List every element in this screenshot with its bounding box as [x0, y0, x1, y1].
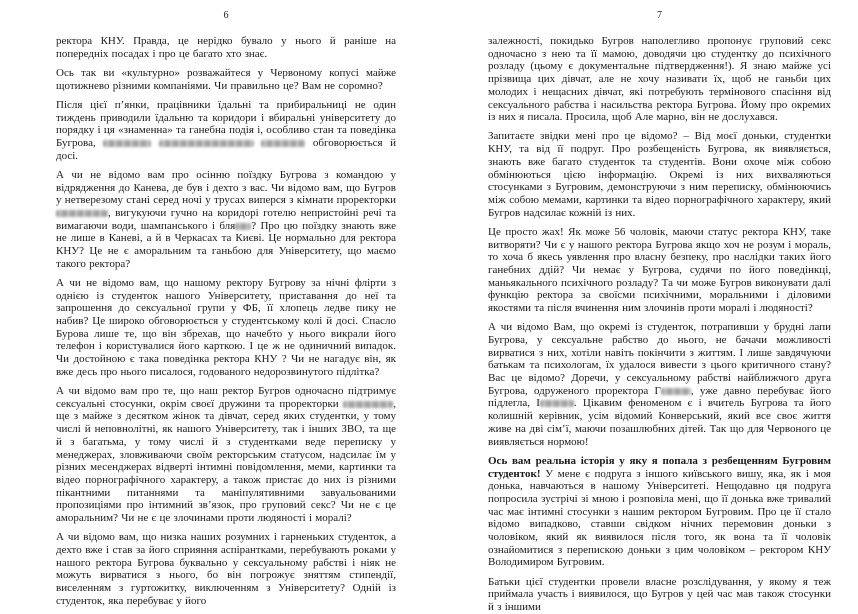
- paragraph: [56, 99, 396, 163]
- paragraph: [56, 385, 396, 525]
- text-run: залежності, покидько Бугров наполегливо пропонує груповий секс одночасно з нею та її мамою, доводячи цю студентку до психічного розладу (цьому є документальне підтвердження!). Я знаю майже усі прізвища цих дівчат, але не хочу називати їх, щоб не ганьби цих молодих і нещасних дівчат, які потребують термінового спасіння від сексуального рабства і насильства ректора Бугрова. Йому про окремих із них я писала. Просила, щоб Але марно, він не дослухався.: [488, 35, 831, 124]
- paragraph: [488, 226, 831, 315]
- page-7: [429, 0, 858, 614]
- text-run: А чи відомо вам про те, що наш ректор Бугров одночасно підтримує сексуальні стосунки, окрім своєї дружини та проректорки: [56, 385, 396, 410]
- text-run: А чи відомо вам, що низка наших розумних і гарненьких студенток, а дехто вже і став за його сприяння аспірантками, перебувають роками у нашого ректора Бугрова буквально у сексуальному рабстві і ніяк не можуть вирватися з нього, бо він погрожує зняттям стипендії, виселенням з гуртожитку, виключенням з Університету? Одній із студенток, яка перебуває у його: [56, 531, 396, 607]
- page-number: 7: [657, 10, 662, 21]
- redacted-name: [103, 140, 151, 147]
- paragraph: [56, 169, 396, 271]
- paragraph: [56, 531, 396, 607]
- text-run: , вигукуючи гучно на коридорі готелю непристойні речі та вимагаючи води, шампанського і бля: [56, 206, 396, 232]
- text-run: Після цієї п’янки, працівники їдальні та прибиральниці не один тиждень приводили їдальню та коридори і вбиральні університету до порядку і ця «знаменна» та ганебна подія і, особливо стан та поведінка Бугрова,: [56, 98, 396, 149]
- text-run: [151, 137, 159, 149]
- text-run: ? Про цю поїздку знають вже не лише в Каневі, а й в Черкасах та Києві. Це нормально для ректора КНУ? Це не є аморальним та ганьбою для Університету, що маємо такого ректора?: [56, 219, 396, 270]
- redacted-name: [343, 401, 393, 408]
- redacted-name: [235, 223, 251, 230]
- paragraph: [488, 455, 831, 569]
- text-run: У мене є подруга з іншого київського вишу, яка, як і моя донька, навчаються в нашому Університеті. Нещодавно ця подруга попросила зустрічі зі мною і розповіла мені, що її донька вже тривалий час має інтимні стосунки з нашим ректором Бугровим. Про це її стало відомо випадково, ставши свідком нічних перемовин доньки з чоловіком, який як виявилося після того, як вона та її чоловік ознайомитися з перепискою доньки з цим чоловіком – ректором КНУ Володимиром Бугровим.: [488, 467, 831, 569]
- text-run: Батьки цієї студентки провели власне розслідування, у якому я теж приймала участь і виявилося, що Бугров у цей час мав також стосунки й з іншими: [488, 575, 831, 614]
- redacted-name: [261, 140, 305, 147]
- paragraph: [56, 35, 396, 60]
- redacted-name: [159, 140, 254, 147]
- text-run: Ось так ви «культурно» розважайтеся у Червоному копусі майже щотижнево різними компаніями. Чи правильно це? Вам не соромно?: [56, 66, 396, 92]
- paragraph: [56, 67, 396, 92]
- redacted-name: [540, 400, 574, 407]
- page-body: [488, 35, 831, 614]
- text-run: Ось вам реальна історія у яку я попала з резбещенням Бугровим студенток!: [488, 454, 831, 480]
- redacted-name: [56, 210, 108, 217]
- paragraph: [488, 130, 831, 219]
- paragraph: [488, 321, 831, 448]
- text-run: А чи відомо Вам, що окремі із студенток, потрапивши у брудні лапи Бугрова, у сексуальне рабство до нього, не бачачи можливості вирватися з них, хотіли навіть покінчити з життям. І лише завдячуючи батькам та психологам, їх удалося вивести з цього критичного стану? Вас це відомо? Доречи, у сексуальному рабстві найближчого друга Бугрова, одруженого проректора Г: [488, 321, 831, 397]
- text-run: обговорюється й досі.: [56, 136, 397, 162]
- paragraph: [488, 576, 831, 614]
- text-run: , уже давно перебуває його підлегла, І: [488, 384, 831, 410]
- text-run: Запитаєте звідки мені про це відомо? – Від моєї доньки, студентки КНУ, та від її подруг. Про розбещеність Бугрова, як виявляється, знають вже багато студенток та студентів. Вони охоче між собою обмінюються цією інформацію. Окремі із них вихваляються стосунками з Бугровим, демонструючи з ним переписку, обмінюючись між собою мемами, картинки та відео порнографічного характеру, який Бугров надсилає кожній із них.: [488, 130, 831, 219]
- paragraph: [56, 277, 396, 379]
- page-6: [0, 0, 429, 607]
- text-run: А чи не відомо вам, що нашому ректору Бугрову за нічні флірти з однією із студенток нашого Університету, приставання до неї та запрошення до сексуальної групи у ФБ, її хлопець ледве пику не набив? Це широко обговорюється у студентському колі й досі. Спасло Бурова лише те, що він збрехав, що начебто у нього викрали його телефон і користувалися його карткою. І це ж не одиничний випадок. Чи достойною є така поведінка ректора КНУ ? Чи не нагадує він, як вже десь про нього писалося, годованого недорозвинутого підлітка?: [56, 276, 396, 378]
- text-run: , ще з майже з десятком жінок та дівчат, серед яких студентки, у тому числі й неповнолітні, як нашого Університету, так і інших ЗВО, та ще й з багатьма, у тому числі й з студентками веде переписку у менеджерах, зловживаючи своїм ректорським статусом, надсилає їм у різних месенджерах відверті інтимні повідомлення, меми, картинки та відео порнографічного характеру, а також пристає до них із різними пікантними питаннями та маніпулятивними завуальованими пропозиціями про інтимний зв’язок, про груповий секс? Чи не є це аморальним? Чи не є це злочинами проти людяності і моралі?: [56, 397, 396, 525]
- text-run: Це просто жах! Як може 56 чоловік, маючи статус ректора КНУ, таке витворяти? Чи є у нашого ректора Бугрова якщо хоч не розум і мораль, то хоча б якесь уявлення про власну безпеку, про наслідки таких його ганебних ддій? Чи немає у Бугрова, судячи по його поведінкці, маньякального психічного розладу? Та чи може Бугров виконувати далі функцію ректора за своїсми психічними, моральними і діловими якостями та після вчинення ним злочинів проти моралі і людяності?: [488, 225, 831, 315]
- page-number: 6: [223, 10, 229, 21]
- page-body: [56, 35, 396, 608]
- text-run: ректора КНУ. Правда, це нерідко бувало у нього й раніше на попередніх посадах і про це багато хто знає.: [56, 35, 396, 60]
- text-run: . Цікавим феноменом є і вчитель Бугрова та його колишній керівник, усім відомий Конверський, який все своє життя живе на дві сім’ї, маючи позашлюбних дітей. Так що для Червоного це виявляється нормою!: [488, 397, 831, 448]
- text-run: А чи не відомо вам про осінню поїздку Бугрова з командою у відрядження до Канева, де був і дехто з вас. Чи відомо вам, що Бугров у нетверезому стані серед ночі у трусах виперся з кімнати проректорки: [56, 168, 396, 207]
- text-run: [254, 137, 262, 149]
- paragraph: [488, 35, 831, 124]
- redacted-name: [661, 388, 691, 395]
